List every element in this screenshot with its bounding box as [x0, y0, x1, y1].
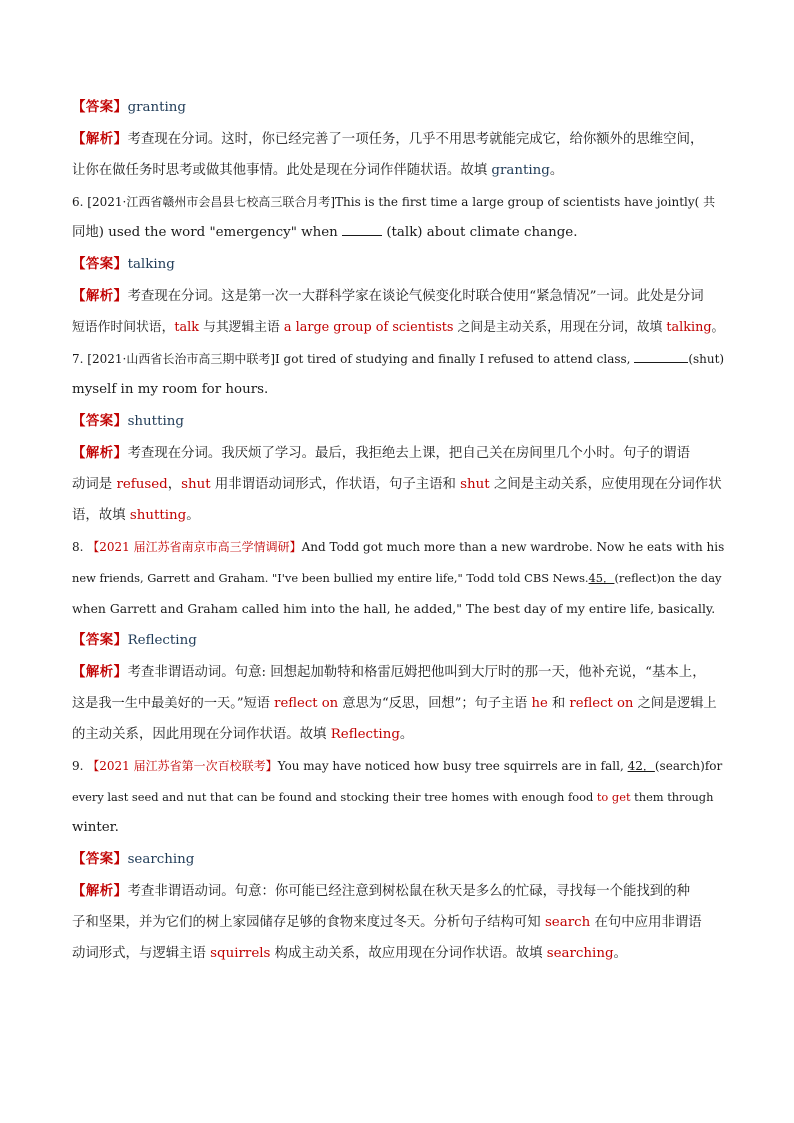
answer-text: shutting: [127, 414, 184, 429]
analysis-keyword: talk: [174, 320, 199, 335]
analysis-row: [72, 944, 724, 964]
analysis-keyword: granting: [491, 163, 550, 178]
analysis-text: 动词是: [72, 477, 117, 492]
analysis-keyword: shut: [181, 477, 211, 492]
question-text: (shut): [688, 352, 725, 366]
analysis-keyword: a large group of scientists: [283, 320, 454, 335]
question-text: (search)for: [654, 759, 723, 773]
analysis-keyword: Reflecting: [330, 727, 400, 742]
analysis-keyword: reflect on: [274, 696, 339, 711]
analysis-keyword: squirrels: [210, 946, 271, 961]
question-source: [2021·江西省赣州市会昌县七校高三联合月考]: [87, 195, 335, 209]
analysis-text: 和: [547, 696, 570, 711]
question-text: winter.: [72, 820, 119, 835]
blank-number: 45．: [588, 571, 615, 585]
question-row: [72, 380, 724, 400]
analysis-text: 子和坚果，并为它们的树上家园储存足够的食物来度过冬天。分析句子结构可知: [72, 915, 545, 930]
analysis-text: 在句中应用非谓语: [590, 915, 702, 930]
analysis-text: 的主动关系，因此用现在分词作状语。故填: [72, 727, 331, 742]
analysis-tag: 【解析】: [72, 445, 128, 461]
answer-text: Reflecting: [127, 633, 197, 648]
analysis-row: [72, 286, 724, 307]
analysis-text: 考查非谓语动词。句意: 回想起加勒特和格雷厄姆把他叫到大厅时的那一天，他补充说，“基本上，: [127, 665, 706, 680]
analysis-text: 与其逻辑主语: [199, 320, 284, 335]
analysis-text: 用非谓语动词形式，作状语，句子主语和: [210, 477, 461, 492]
answer-tag: 【答案】: [72, 413, 128, 429]
question-text: And Todd got much more than a new wardrobe. Now he eats with his: [301, 540, 725, 554]
analysis-text: 动词形式，与逻辑主语: [72, 946, 211, 961]
analysis-row: [72, 725, 724, 745]
analysis-text: 之间是主动关系，用现在分词，故填: [453, 320, 667, 335]
question-text: every last seed and nut that can be found and stocking their tree homes with enough food: [72, 790, 597, 804]
analysis-row: [72, 129, 724, 150]
answer-row: [72, 849, 724, 870]
analysis-keyword: shut: [460, 477, 490, 492]
answer-row: [72, 630, 724, 651]
question-text: 同地) used the word "emergency" when: [72, 225, 343, 240]
analysis-row: [72, 913, 724, 933]
question-source: [2021·山西省长治市高三期中联考]: [87, 352, 275, 366]
question-row: [72, 756, 724, 776]
analysis-tag: 【解析】: [72, 288, 128, 304]
analysis-text: 。: [399, 727, 414, 742]
analysis-text: 语，故填: [72, 508, 130, 523]
analysis-row: [72, 881, 724, 902]
question-row: [72, 223, 724, 243]
answer-text: searching: [127, 852, 195, 867]
question-row: [72, 599, 724, 619]
analysis-keyword: reflect on: [569, 696, 634, 711]
question-source: 【2021 届江苏省第一次百校联考】: [87, 759, 278, 773]
analysis-text: 考查非谓语动词。句意：你可能已经注意到树松鼠在秋天是多么的忙碌，寻找每一个能找到的种: [127, 884, 690, 899]
question-number: 7.: [72, 352, 84, 366]
analysis-text: ，: [167, 477, 182, 492]
answer-blank: [634, 350, 688, 363]
answer-tag: 【答案】: [72, 851, 128, 867]
question-row: [72, 787, 724, 807]
analysis-text: 。: [613, 946, 627, 961]
answer-blank: [342, 223, 382, 236]
analysis-row: [72, 443, 724, 464]
analysis-row: [72, 506, 724, 526]
analysis-keyword: search: [544, 915, 591, 930]
question-keyword: to get: [596, 790, 631, 804]
analysis-text: 构成主动关系，故应用现在分词作状语。故填: [270, 946, 547, 961]
question-row: [72, 192, 724, 212]
answer-text: granting: [127, 100, 187, 115]
analysis-row: [72, 475, 724, 495]
answer-row: [72, 97, 724, 118]
analysis-keyword: he: [531, 696, 548, 711]
analysis-keyword: shutting: [129, 508, 187, 523]
analysis-text: 意思为“反思，回想”；句子主语: [338, 696, 532, 711]
question-text: This is the first time a large group of scientists have jointly( 共: [335, 195, 716, 209]
question-text: I got tired of studying and finally I refused to attend class,: [275, 352, 635, 366]
analysis-text: 考查现在分词。这时，你已经完善了一项任务，几乎不用思考就能完成它，给你额外的思维空间，: [127, 132, 704, 147]
analysis-text: 。: [711, 320, 725, 335]
analysis-text: 。: [186, 508, 200, 523]
analysis-text: 。: [549, 163, 564, 178]
answer-tag: 【答案】: [72, 256, 128, 272]
analysis-text: 考查现在分词。这是第一次一大群科学家在谈论气候变化时联合使用“紧急情况”一词。此处是分词: [127, 289, 704, 304]
analysis-keyword: searching: [546, 946, 614, 961]
answer-row: [72, 254, 724, 275]
analysis-text: 之间是逻辑上: [633, 696, 717, 711]
question-text: myself in my room for hours.: [72, 382, 269, 397]
question-source: 【2021 届江苏省南京市高三学情调研】: [87, 540, 302, 554]
question-row: [72, 537, 724, 557]
question-row: [72, 568, 724, 588]
question-row: [72, 818, 724, 838]
analysis-row: [72, 694, 724, 714]
analysis-text: 之间是主动关系，应使用现在分词作状: [489, 477, 722, 492]
analysis-keyword: refused: [116, 477, 168, 492]
analysis-text: 让你在做任务时思考或做其他事情。此处是现在分词作伴随状语。故填: [72, 163, 492, 178]
answer-row: [72, 411, 724, 432]
analysis-tag: 【解析】: [72, 664, 128, 680]
question-text: when Garrett and Graham called him into the hall, he added," The best day of my entire life, basically.: [72, 601, 716, 616]
analysis-row: [72, 662, 724, 683]
question-text: them through: [630, 790, 714, 804]
answer-tag: 【答案】: [72, 632, 128, 648]
question-row: [72, 349, 724, 369]
analysis-row: [72, 161, 724, 181]
analysis-text: 这是我一生中最美好的一天。”短语: [72, 696, 275, 711]
blank-number: 42．: [627, 759, 655, 773]
answer-text: talking: [127, 257, 175, 272]
analysis-keyword: talking: [666, 320, 712, 335]
analysis-text: 考查现在分词。我厌烦了学习。最后，我拒绝去上课，把自己关在房间里几个小时。句子的谓语: [127, 446, 690, 461]
question-number: 9.: [72, 759, 84, 773]
document-page: [72, 97, 724, 964]
question-text: (talk) about climate change.: [382, 225, 578, 240]
question-text: (reflect)on the day: [614, 571, 722, 585]
question-number: 8.: [72, 540, 84, 554]
answer-tag: 【答案】: [72, 99, 128, 115]
question-number: 6.: [72, 195, 84, 209]
analysis-text: 短语作时间状语，: [72, 320, 175, 335]
question-text: You may have noticed how busy tree squirrels are in fall,: [277, 759, 628, 773]
analysis-tag: 【解析】: [72, 131, 128, 147]
question-text: new friends, Garrett and Graham. "I've been bullied my entire life," Todd told CBS News.: [72, 571, 589, 585]
analysis-tag: 【解析】: [72, 883, 128, 899]
analysis-row: [72, 318, 724, 338]
